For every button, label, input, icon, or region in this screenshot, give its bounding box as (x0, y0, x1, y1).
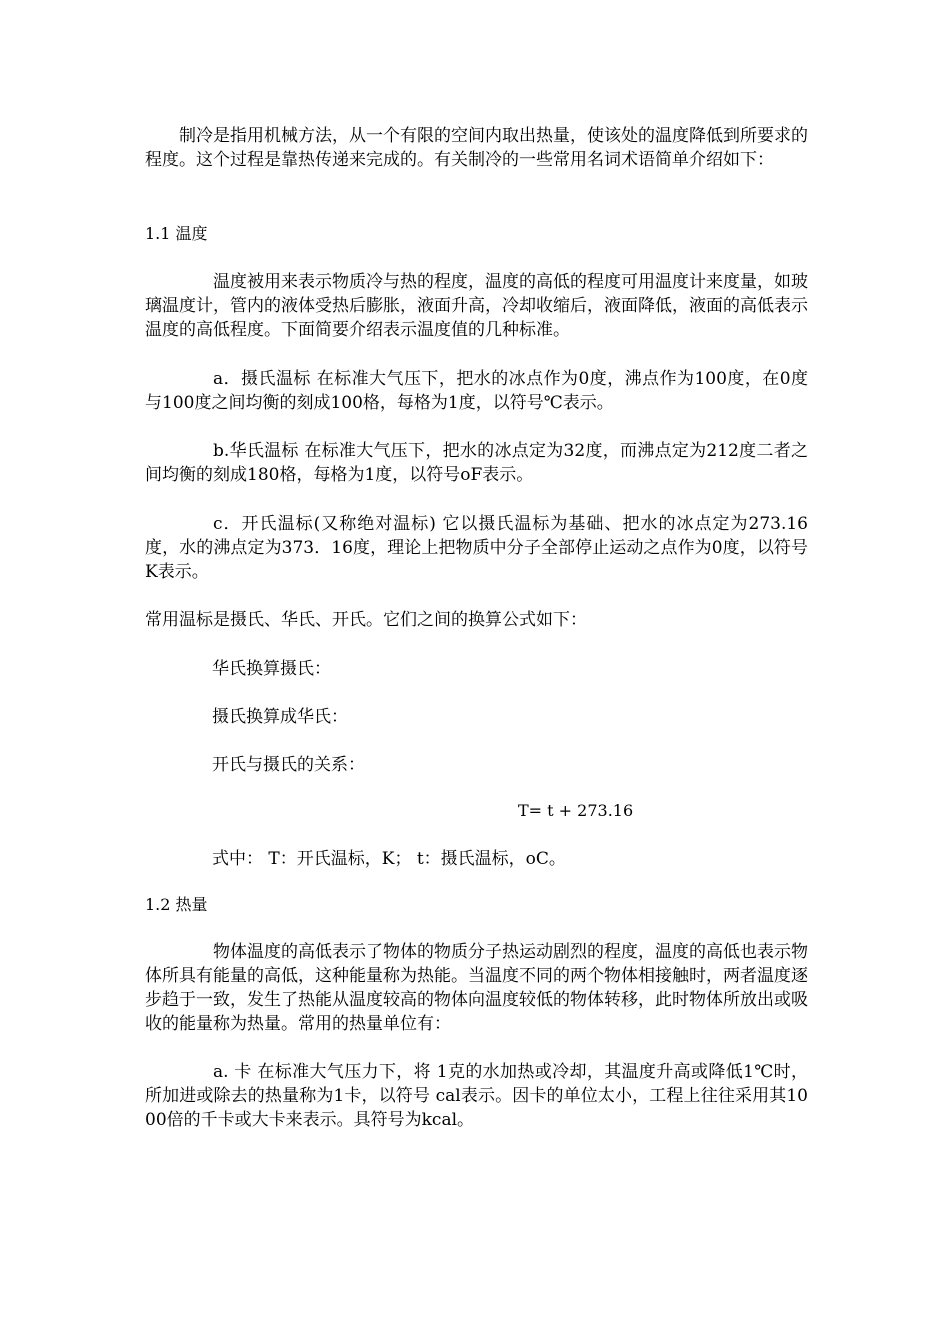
celsius-scale-paragraph: a．摄氏温标 在标准大气压下，把水的冰点作为0度，沸点作为100度，在0度与100度之间均衡的刻成100格，每格为1度，以符号℃表示。 (145, 369, 808, 413)
section-heading-heat: 1.2 热量 (145, 895, 208, 914)
f-to-c-label: 华氏换算摄氏： (212, 659, 331, 679)
calorie-paragraph: a. 卡 在标准大气压力下，将 1克的水加热或冷却，其温度升高或降低1℃时，所加进或除去的热量称为1卡，以符号 cal表示。因卡的单位太小，工程上往往采用其1000倍的千卡或大卡来表示。具符号为kcal。 (145, 1062, 808, 1130)
c-to-f-label: 摄氏换算成华氏： (212, 707, 348, 727)
common-scales-line: 常用温标是摄氏、华氏、开氏。它们之间的换算公式如下： (145, 610, 587, 630)
temperature-body-paragraph: 温度被用来表示物质冷与热的程度，温度的高低的程度可用温度计来度量，如玻璃温度计，管内的液体受热后膨胀，液面升高，冷却收缩后，液面降低，液面的高低表示温度的高低程度。下面简要介绍表示温度值的几种标准。 (145, 272, 808, 340)
heat-body-paragraph: 物体温度的高低表示了物体的物质分子热运动剧烈的程度，温度的高低也表示物体所具有能量的高低，这种能量称为热能。当温度不同的两个物体相接触时，两者温度逐步趋于一致，发生了热能从温度较高的物体向温度较低的物体转移，此时物体所放出或吸收的能量称为热量。常用的热量单位有： (145, 942, 808, 1034)
intro-paragraph: 制冷是指用机械方法，从一个有限的空间内取出热量，使该处的温度降低到所要求的程度。这个过程是靠热传递来完成的。有关制冷的一些常用名词术语简单介绍如下： (145, 126, 808, 170)
kelvin-scale-paragraph: c．开氏温标(又称绝对温标) 它以摄氏温标为基础、把水的冰点定为273.16度，水的沸点定为373．16度，理论上把物质中分子全部停止运动之点作为0度，以符号K表示。 (145, 514, 808, 582)
kelvin-formula: T= t + 273.16 (518, 801, 634, 820)
formula-definition: 式中： T：开氏温标，K； t：摄氏温标，oC。 (212, 849, 566, 869)
fahrenheit-scale-paragraph: b.华氏温标 在标准大气压下，把水的冰点定为32度，而沸点定为212度二者之间均衡的刻成180格，每格为1度，以符号oF表示。 (145, 441, 808, 485)
kelvin-celsius-relation-label: 开氏与摄氏的关系： (212, 755, 365, 775)
section-heading-temperature: 1.1 温度 (145, 224, 208, 243)
